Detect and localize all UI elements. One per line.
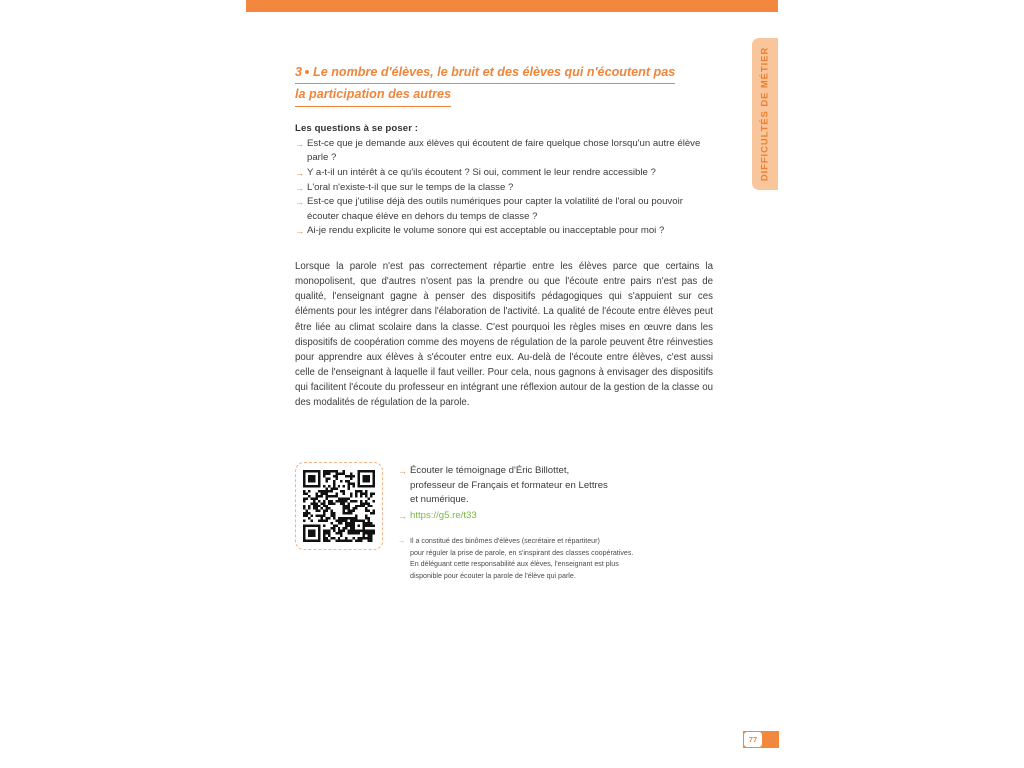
qr-code-frame <box>295 462 383 550</box>
heading-number: 3 <box>295 65 303 79</box>
list-item-text: Est-ce que j'utilise déjà des outils numériques pour capter la volatilité de l'oral ou pouvoir écouter chaque élève en dehors du temps de classe ? <box>307 196 683 222</box>
list-item-text: Y a-t-il un intérêt à ce qu'ils écoutent ? Si oui, comment le leur rendre accessible ? <box>307 166 656 178</box>
arrow-icon: → <box>295 226 304 237</box>
list-item-text: Est-ce que je demande aux élèves qui écoutent de faire quelque chose lorsqu'un autre élève parle ? <box>307 137 701 164</box>
list-item-text: L'oral n'existe-t-il que sur le temps de la classe ? <box>307 181 514 193</box>
page-number: 77 <box>743 731 763 748</box>
list-item <box>295 166 713 181</box>
page-title <box>295 62 713 107</box>
page-footer <box>743 731 779 748</box>
list-item <box>295 137 713 166</box>
resource-note-line-3: En déléguant cette responsabilité aux élèves, l'enseignant est plus <box>410 560 619 569</box>
list-item-text: Ai-je rendu explicite le volume sonore qui est acceptable ou inacceptable pour moi ? <box>307 225 665 237</box>
arrow-icon: → <box>398 510 407 521</box>
resource-note-line-1: Il a constitué des binômes d'élèves (secrétaire et répartiteur) <box>410 537 600 546</box>
list-item <box>295 195 713 224</box>
heading-bullet-icon <box>305 70 309 74</box>
arrow-icon: → <box>295 138 304 149</box>
arrow-icon: → <box>295 182 304 193</box>
resource-lead-line-3: et numérique. <box>410 494 469 506</box>
resource-lead <box>398 464 698 508</box>
heading-line-2: la participation des autres <box>295 84 451 106</box>
qr-code-icon[interactable] <box>303 470 375 542</box>
resource-link[interactable]: https://g5.re/t33 <box>410 509 477 521</box>
arrow-icon: → <box>398 538 405 546</box>
arrow-icon: → <box>398 466 407 476</box>
section-tab <box>752 38 778 190</box>
questions-list <box>295 137 713 239</box>
body-paragraph: Lorsque la parole n'est pas correctement répartie entre les élèves parce que certains la monopolisent, que d'autres n'osent pas la prendre ou que l'écoute entre pairs n'est pas de qualité, l'enseignant gagne à penser des dispositifs pédagogiques qui s'appuient sur ces éléments pour les intégrer dans l'élaboration de l'activité. La qualité de l'écoute entre élèves peut être liée au climat scolaire dans la classe. C'est pourquoi les règles mises en œuvre dans les dispositifs de coopération comme des moyens de régulation de la parole peuvent être réinvesties pour apprendre aux élèves à s'écouter entre eux. Au-delà de l'écoute entre élèves, c'est aussi celle de l'enseignant à laquelle il faut veiller. Pour cela, nous gagnons à envisager des dispositifs qui facilitent l'écoute du professeur en intégrant une réflexion autour de la gestion de la classe ou des modalités de régulation de la parole. <box>295 260 713 409</box>
list-item <box>295 224 713 239</box>
list-item <box>295 181 713 196</box>
top-accent-bar <box>246 0 778 12</box>
section-tab-label: DIFFICULTÉS DE MÉTIER <box>759 46 771 182</box>
arrow-icon: → <box>295 167 304 178</box>
questions-title: Les questions à se poser : <box>295 122 419 134</box>
arrow-icon: → <box>295 197 304 208</box>
resource-note-line-4: disponible pour écouter la parole de l'élève qui parle. <box>410 571 576 580</box>
resource-text <box>398 464 698 582</box>
resource-note <box>398 536 698 582</box>
resource-link-row <box>398 509 698 524</box>
resource-note-line-2: pour réguler la prise de parole, en s'inspirant des classes coopératives. <box>410 548 634 557</box>
resource-lead-line-1: Écouter le témoignage d'Éric Billottet, <box>410 465 570 476</box>
heading-line-1: Le nombre d'élèves, le bruit et des élèves qui n'écoutent pas <box>313 65 676 79</box>
resource-lead-line-2: professeur de Français et formateur en Lettres <box>410 479 608 491</box>
page-content <box>295 62 713 411</box>
